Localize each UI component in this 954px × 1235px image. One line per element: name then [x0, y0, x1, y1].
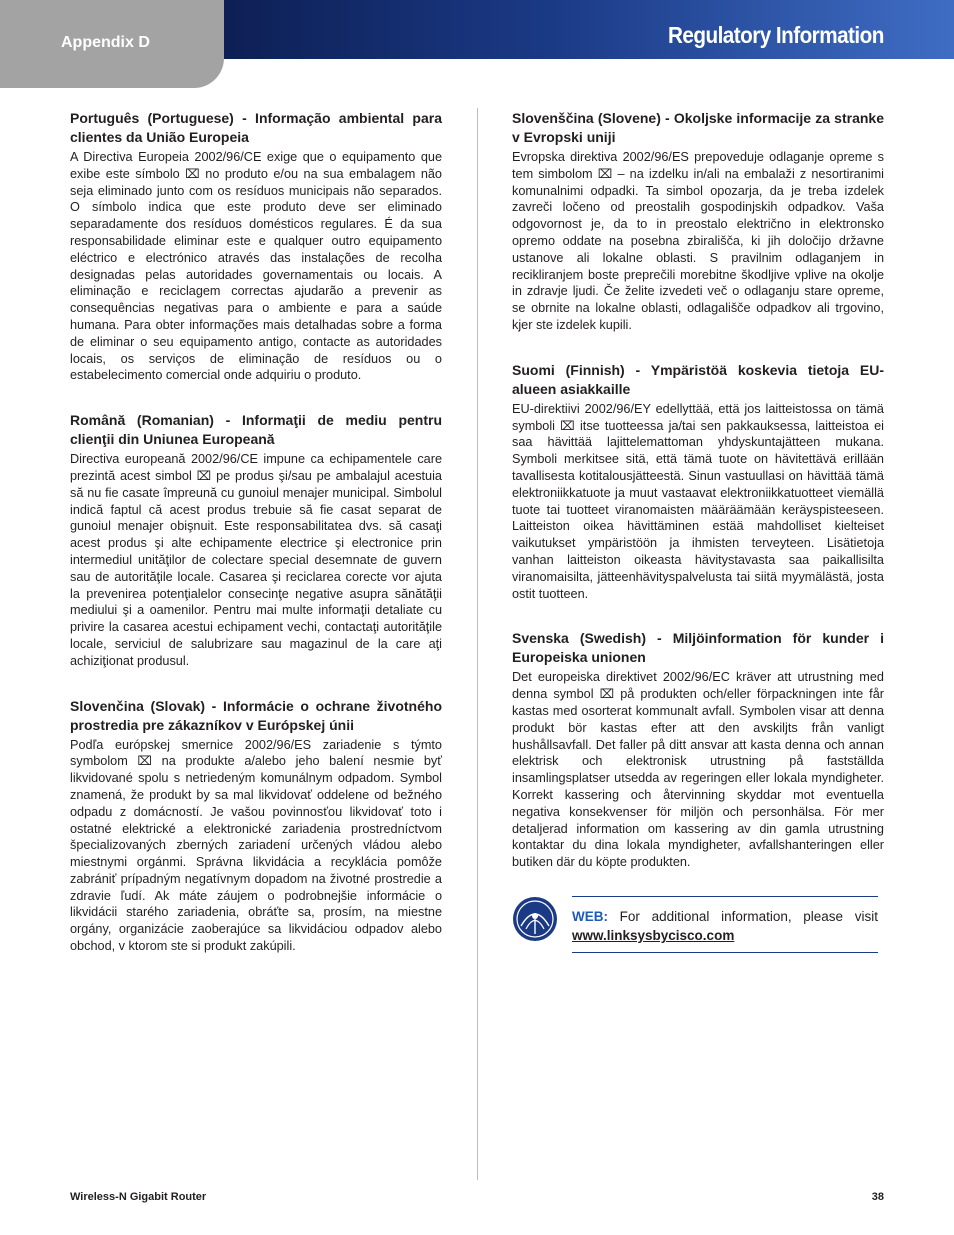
section-slovak: [70, 697, 442, 955]
section-heading: Slovenščina (Slovene) - Okoljske informacije za stranke v Evropski uniji: [512, 110, 884, 145]
section-heading: Svenska (Swedish) - Miljöinformation för kunder i Europeiska unionen: [512, 630, 884, 666]
section-body: EU-direktiivi 2002/96/EY edellyttää, että jos laitteistossa on tämä symboli ⌧ itse tuotteessa ja/tai sen pakkauksessa, laitteistoa ei saa hävittää lajittelemattoman yhdyskuntajätteen mukana. Symboli merkitsee sitä, että tämä tuote on hävitettävä erillään tavallisesta kotitalousjätteestä. Sinun vastuullasi on hävittää tämä elektroniikkatuote ja muut vastaavat elektroniikkatuotteet viemällä tuote tai tuotteet viranomaisten määräämään keräyspisteeseen. Laitteiston oikea hävittäminen estää mahdolliset kielteiset vaikutukset ympäristöön ja ihmisten terveyteen. Lisätietoja vanhan laitteiston oikeasta hävitystavasta saa paikallisilta viranomaisilta, jätteenhävityspalvelusta tai siitä myymälästä, josta ostit tuotteen.: [512, 401, 884, 601]
section-portuguese: [70, 109, 442, 384]
appendix-tab: [0, 0, 224, 88]
footer-page-number: 38: [871, 1191, 884, 1203]
right-column: [512, 109, 884, 898]
section-romanian: [70, 411, 442, 669]
section-finnish: [512, 361, 884, 603]
web-link[interactable]: www.linksysbycisco.com: [572, 928, 735, 943]
section-heading: Português (Portuguese) - Informação ambiental para clientes da União Europeia: [70, 110, 442, 145]
web-box-top-rule: [572, 896, 878, 897]
left-column: [70, 109, 442, 982]
section-heading: Slovenčina (Slovak) - Informácie o ochrane životného prostredia pre zákazníkov v Európskej únii: [70, 697, 442, 733]
globe-icon: [512, 896, 558, 942]
section-body: Directiva europeană 2002/96/CE impune ca echipamentele care prezintă acest simbol ⌧ pe produs şi/sau pe ambalajul acestuia să nu fie casate împreună cu gunoiul menajer municipal. Simbolul indică faptul că acest produs trebuie să fie casat separat de gunoiul menajer obişnuit. Este responsabilitatea dvs. să casaţi acest produs şi alte echipamente electrice şi electronice prin intermediul unităţilor de colectare special desemnate de guvern sau de autorităţile locale. Casarea şi reciclarea corecte vor ajuta la prevenirea potenţialelor consecinţe negative asupra sănătăţii mediului şi a oamenilor. Pentru mai multe informaţii detaliate cu privire la casarea acestui echipament vechi, contactaţi autorităţile locale, serviciul de salubrizare sau magazinul de la care aţi achiziţionat produsul.: [70, 452, 442, 668]
section-body: A Directiva Europeia 2002/96/CE exige que o equipamento que exibe este símbolo ⌧ no produto e/ou na sua embalagem não seja eliminado junto com os resíduos municipais não separados. O símbolo indica que este produto deve ser eliminado separadamente dos resíduos domésticos regulares. É da sua responsabilidade eliminar este e qualquer outro equipamento eléctrico e electrónico através das instalações de recolha designadas pelas autoridades governamentais ou locais. A eliminação e reciclagem correctas ajudarão a prevenir as consequências negativas para o ambiente e para a saúde humana. Para obter informações mais detalhadas sobre a forma de eliminar o seu equipamento antigo, contacte as autoridades locais, os serviços de eliminação de resíduos ou o estabelecimento comercial onde adquiriu o produto.: [70, 150, 442, 383]
web-label: WEB:: [572, 909, 608, 924]
section-heading: Română (Romanian) - Informaţii de mediu pentru clienţii din Uniunea Europeană: [70, 412, 442, 448]
web-box-bottom-rule: [572, 952, 878, 953]
footer-product: Wireless-N Gigabit Router: [70, 1191, 207, 1203]
header-bar: [224, 0, 954, 59]
appendix-label: Appendix D: [61, 34, 150, 51]
page-title: Regulatory Information: [668, 22, 884, 48]
web-description: For additional information, please visit: [608, 909, 878, 924]
section-swedish: [512, 629, 884, 871]
section-heading: Suomi (Finnish) - Ympäristöä koskevia tietoja EU-alueen asiakkaille: [512, 361, 884, 397]
section-body: Det europeiska direktivet 2002/96/EC kräver att utrustning med denna symbol ⌧ på produkten och/eller förpackningen inte får kastas med osorterat kommunalt avfall. Symbolen visar att denna produkt bör kastas efter att den avskiljts från vanligt hushållsavfall. Det faller på ditt ansvar att kasta denna och annan elektrisk och elektronisk utrustning på fastställda insamlingsplatser utsedda av regeringen eller lokala myndigheter. Korrekt kassering och återvinning skyddar mot eventuella negativa konsekvenser för miljön och personhälsa. För mer detaljerad information om kassering av din gamla utrustning kontaktar du dina lokala myndigheter, avfallshanteringen eller butiken där du köpte produkten.: [512, 670, 884, 870]
web-box-text: [572, 907, 878, 945]
section-slovene: [512, 109, 884, 334]
section-body: Podľa európskej smernice 2002/96/ES zariadenie s týmto symbolom ⌧ na produkte a/alebo jeho balení nesmie byť likvidované spolu s netriedeným komunálnym odpadom. Symbol znamená, že produkt by sa mal likvidovať oddelene od bežného odpadu z domácností. Je vašou povinnosťou likvidovať toto i ostatné elektrické a elektronické zariadenia prostredníctvom špecializovaných zberných zariadení určených vládou alebo miestnymi orgánmi. Správna likvidácia a recyklácia pomôže zabrániť prípadným negatívnym dopadom na životné prostredie a zdravie ľudí. Ak máte záujem o podrobnejšie informácie o likvidácii starého zariadenia, obráťte sa, prosím, na miestne orgány, organizácie zaoberajúce sa likvidáciou odpadov alebo obchod, v ktorom ste si produkt zakúpili.: [70, 737, 442, 954]
section-body: Evropska direktiva 2002/96/ES prepoveduje odlaganje opreme s tem simbolom ⌧ – na izdelku in/ali na embalaži z nesortiranimi komunalnimi odpadki. Ta simbol opozarja, da je treba izdelek zavreči ločeno od preostalih gospodinjskih odpadkov. Vaša odgovornost je, da to in preostalo električno in elektronsko opremo oddate na posebna zbirališča, ki jih določijo državne ustanove ali lokalne oblasti. S pravilnim odlaganjem in recikliranjem boste preprečili morebitne škodljive vplive na okolje in zdravje ljudi. Če želite izvedeti več o odlaganju stare opreme, se obrnite na lokalne oblasti, odlagališče odpadkov ali trgovino, kjer ste izdelek kupili.: [512, 150, 884, 332]
web-info-box: [512, 896, 884, 954]
column-divider: [477, 108, 478, 1180]
